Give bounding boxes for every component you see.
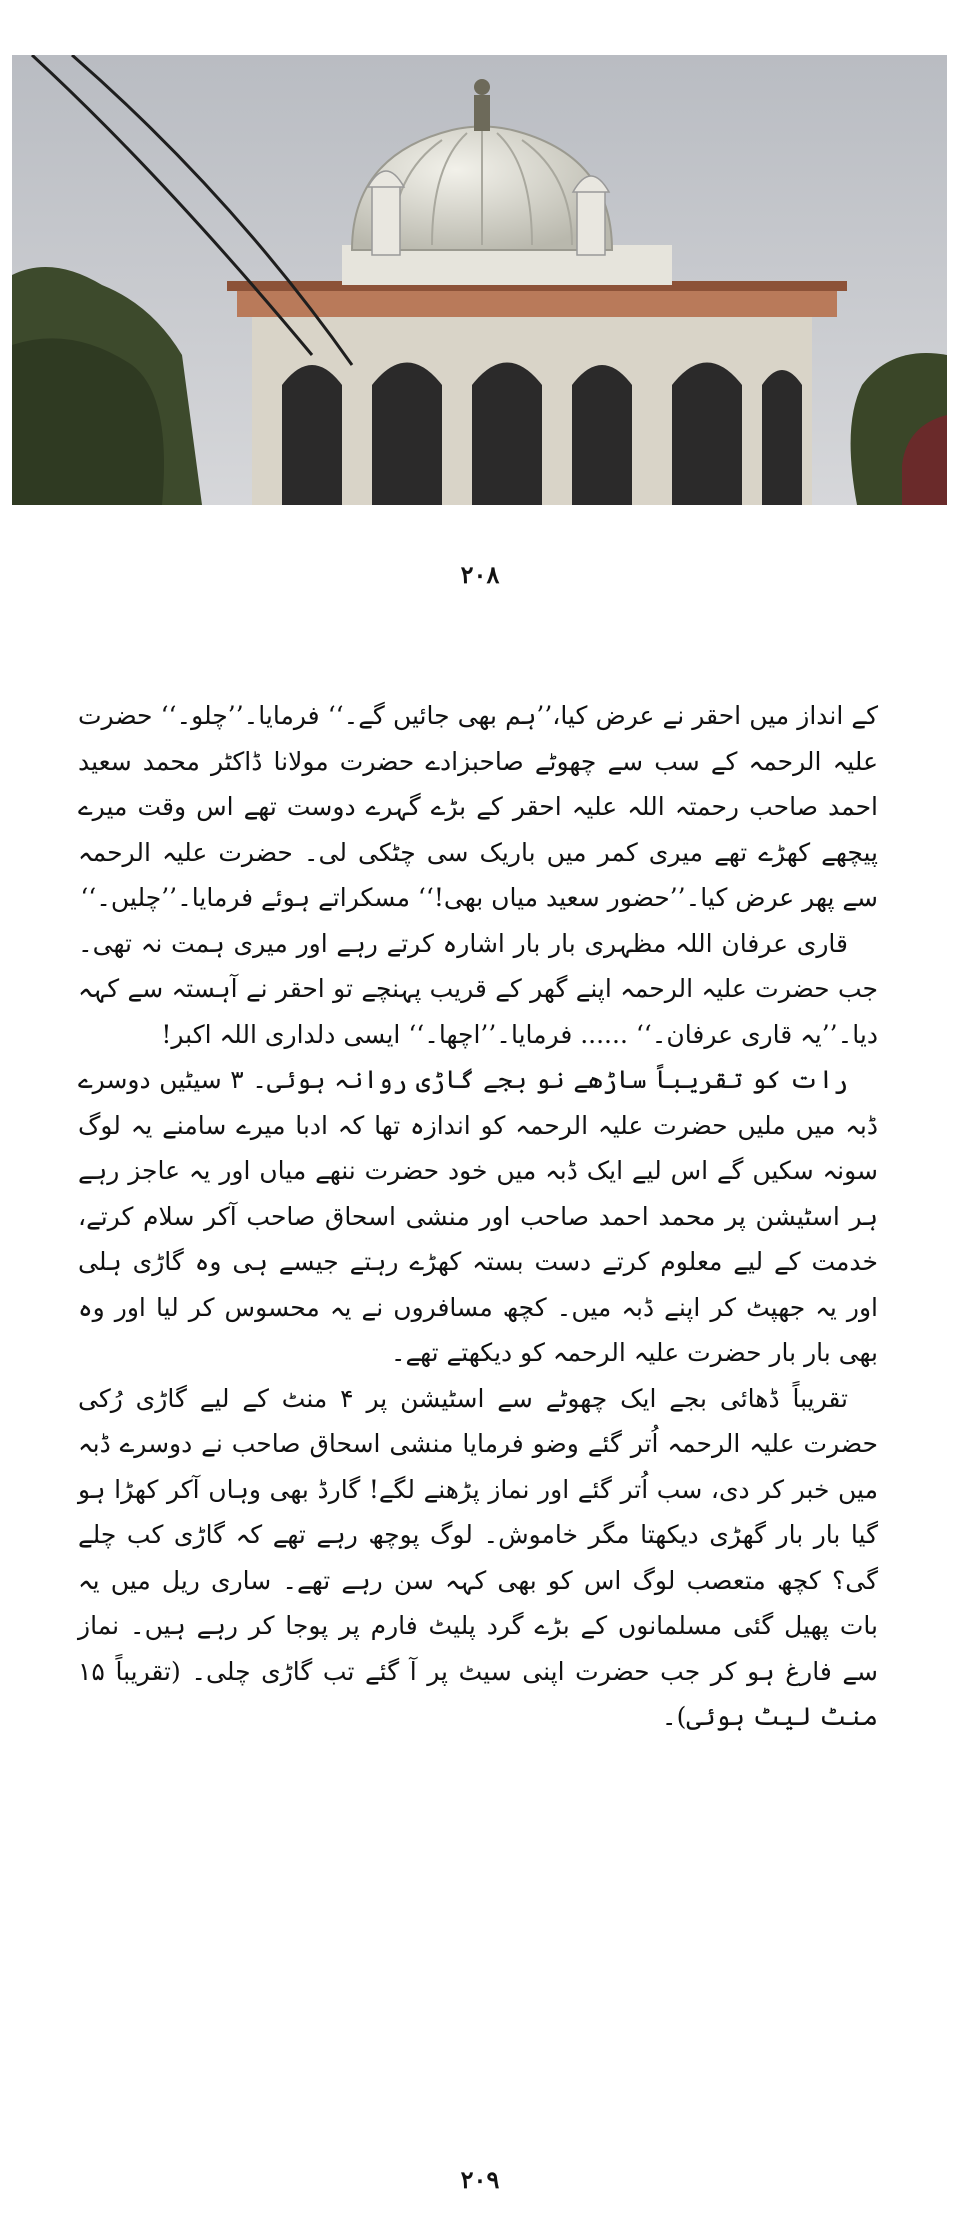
paragraph-4: تقریباً ڈھائی بجے ایک چھوٹے سے اسٹیشن پر ۴ منٹ کے لیے گاڑی رُکی حضرت علیہ الرحمہ اُتر گئے وضو فرمایا منشی اسحاق صاحب نے دوسرے ڈبہ میں خبر کر دی، سب اُتر گئے اور نماز پڑھنے لگے! گارڈ بھی وہاں آکر کھڑا ہو گیا بار بار گھڑی دیکھتا مگر خاموش۔ لوگ پوچھ رہے تھے کہ گاڑی کب چلے گی؟ کچھ متعصب لوگ اس کو بھی کہہ سن رہے تھے۔ ساری ریل میں یہ بات پھیل گئی مسلمانوں کے بڑے گرد پلیٹ فارم پر پوجا کر رہے ہیں۔ نماز سے فارغ ہو کر جب حضرت اپنی سیٹ پر آ گئے تب گاڑی چلی۔ (تقریباً ۱۵ منٹ لیٹ ہوئی)۔ [78, 1383, 878, 1731]
page-number-top: ۲۰۸ [460, 560, 500, 589]
mosque-photo [12, 55, 947, 505]
body-text [78, 693, 878, 1740]
page-number-bottom: ۲۰۹ [460, 2165, 500, 2194]
paragraph-1: کے انداز میں احقر نے عرض کیا،’’ہم بھی جائیں گے۔‘‘ فرمایا۔’’چلو۔‘‘ حضرت علیہ الرحمہ کے سب سے چھوٹے صاحبزادے حضرت مولانا ڈاکٹر محمد سعید احمد صاحب رحمتہ اللہ علیہ احقر کے بڑے گہرے دوست تھے اس وقت میرے پیچھے کھڑے تھے میری کمر میں باریک سی چٹکی لی۔ حضرت علیہ الرحمہ سے پھر عرض کیا۔’’حضور سعید میاں بھی!‘‘ مسکراتے ہوئے فرمایا۔’’چلیں۔‘‘ [78, 701, 878, 912]
paragraph-3: رات کو تقریباً ساڑھے نو بجے گاڑی روانہ ہوئی۔ ۳ سیٹیں دوسرے ڈبہ میں ملیں حضرت علیہ الرحمہ کو اندازہ تھا کہ ادبا میرے سامنے یہ لوگ سونہ سکیں گے اس لیے ایک ڈبہ میں خود حضرت ننھے میاں اور یہ عاجز رہے ہر اسٹیشن پر محمد احمد صاحب اور منشی اسحاق صاحب آکر سلام کرتے، خدمت کے لیے معلوم کرتے دست بستہ کھڑے رہتے جیسے ہی وہ گاڑی ہلی اور یہ جھپٹ کر اپنے ڈبہ میں۔ کچھ مسافروں نے یہ محسوس کر لیا اور وہ بھی بار بار حضرت علیہ الرحمہ کو دیکھتے تھے۔ [78, 1065, 878, 1367]
paragraph-2: قاری عرفان اللہ مظہری بار بار اشارہ کرتے رہے اور میری ہمت نہ تھی۔ جب حضرت علیہ الرحمہ اپنے گھر کے قریب پہنچے تو احقر نے آہستہ سے کہہ دیا۔’’یہ قاری عرفان۔‘‘ ...... فرمایا۔’’اچھا۔‘‘ ایسی دلداری اللہ اکبر! [78, 928, 878, 1049]
